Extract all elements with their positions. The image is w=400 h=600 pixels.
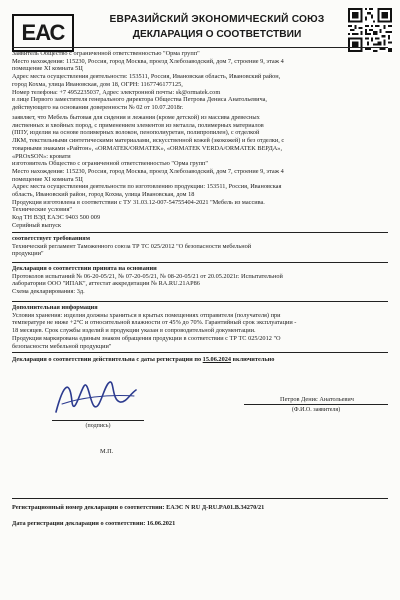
declares-line: помещение XI комната 5Ц bbox=[12, 175, 83, 183]
declares-line: Технические условия" bbox=[12, 206, 72, 214]
divider bbox=[12, 301, 388, 302]
divider bbox=[12, 498, 388, 499]
registration-number-line bbox=[12, 504, 388, 512]
additional-line: Продукция маркирована единым знаком обращения продукции в соответствии с ТР ТС 025/2012 "О bbox=[12, 334, 281, 342]
validity-date: 15.06.2024 bbox=[202, 356, 232, 363]
registration-number-label: Регистрационный номер декларации о соответствии: bbox=[12, 504, 167, 511]
qr-code-icon bbox=[348, 8, 392, 52]
applicant-line: Место нахождения: 115230, Россия, город Москва, проезд Хлебозаводский, дом 7, строение 9, этаж 4 bbox=[12, 57, 284, 65]
requirements-line: Технический регламент Таможенного союза ТР ТС 025/2012 "О безопасности мебельной bbox=[12, 242, 252, 250]
additional-line: температуре не ниже +2°С и относительной влажности от 45% до 70%. Гарантийный срок эксплуатации - bbox=[12, 319, 297, 327]
basis-line: Схема декларирования: 3д. bbox=[12, 288, 85, 296]
basis-line: лаборатории ООО "ИПАК", аттестат аккредитации № RA.RU.21AP86 bbox=[12, 280, 200, 288]
declares-line: заявляет, что Мебель бытовая для сидения и лежания (кроме детской) из массива древесных bbox=[12, 114, 260, 121]
declares-line: товарными знаками «Райтон», «ORMATEK/ORMATEK», «ORMATEK VERDA/ORMATEK ВЕРДА», bbox=[12, 144, 283, 152]
requirements-block bbox=[12, 235, 388, 258]
additional-line: 18 месяцев. Срок службы изделий и продукции указан в сопроводительной документации. bbox=[12, 327, 256, 335]
stamp-mark-label: М.П. bbox=[100, 448, 114, 455]
additional-line: безопасности мебельной продукции" bbox=[12, 342, 112, 350]
validity-line bbox=[12, 356, 388, 364]
applicant-line: Номер телефона: +7 4952235037, Адрес электронной почты: sk@ormatek.com bbox=[12, 88, 221, 96]
registration-date-label: Дата регистрации декларации о соответствии: bbox=[12, 520, 147, 527]
declares-line: лиственных и хвойных пород, с применением элементов из металла, полимерных материалов bbox=[12, 121, 264, 129]
declares-line: Код ТН ВЭД ЕАЭС 9403 500 009 bbox=[12, 214, 101, 222]
applicant-line: действующего на основании доверенности № 02 от 10.07.2018г. bbox=[12, 103, 184, 111]
validity-prefix: Декларация о соответствии действительна с даты регистрации по bbox=[12, 356, 203, 363]
header-title-line1: ЕВРАЗИЙСКИЙ ЭКОНОМИЧЕСКИЙ СОЮЗ bbox=[109, 14, 325, 25]
divider bbox=[12, 262, 388, 263]
requirements-line: продукции" bbox=[12, 250, 44, 258]
additional-block bbox=[12, 304, 388, 350]
declares-line: Серийный выпуск bbox=[12, 221, 62, 229]
validity-suffix: включительно bbox=[231, 356, 275, 363]
declares-block bbox=[12, 114, 388, 230]
divider bbox=[12, 232, 388, 233]
applicant-line: помещение XI комната 5Ц bbox=[12, 65, 83, 73]
requirements-heading: соответствует требованиям bbox=[12, 235, 90, 242]
signature-caption: (подпись) bbox=[85, 423, 111, 429]
declares-line: (ППУ, изделия на основе полимерных волокон, пенополиуретан, полипропилен), с отделкой bbox=[12, 129, 260, 137]
registration-date-line bbox=[12, 520, 388, 528]
declares-line: Место нахождения: 115230, Россия, город Москва, проезд Хлебозаводский, дом 7, строение 9, этаж 4 bbox=[12, 167, 284, 175]
divider bbox=[12, 352, 388, 353]
applicant-line: город Кохма, улица Ивановская, дом 18, ОГРН: 1167746177125, bbox=[12, 80, 183, 88]
header-title-line2: ДЕКЛАРАЦИЯ О СООТВЕТСТВИИ bbox=[132, 29, 302, 40]
applicant-block bbox=[12, 50, 388, 112]
basis-heading: Декларация о соответствии принята на основании bbox=[12, 265, 157, 272]
signature-line bbox=[52, 420, 144, 421]
additional-heading: Дополнительная информация bbox=[12, 304, 98, 311]
eac-logo-text: ЕАС bbox=[21, 20, 65, 45]
applicant-line: в лице Первого заместителя генерального директора Общества Петрова Дениса Анатольевича, bbox=[12, 96, 267, 104]
declares-line: область, Ивановский район, город Кохма, улица Ивановская, дом 18 bbox=[12, 191, 195, 199]
additional-line: Условия хранения: изделия должны храниться в крытых помещениях отправителя (получателя) при bbox=[12, 311, 281, 319]
basis-block bbox=[12, 265, 388, 296]
registration-date: 16.06.2021 bbox=[146, 520, 176, 527]
declares-line: Адрес места осуществления деятельности по изготовлению продукции: 153511, Россия, Ивановская bbox=[12, 183, 282, 191]
signature-icon bbox=[50, 372, 140, 420]
applicant-line: Заявитель Общество с ограниченной ответственностью "Орма групп" bbox=[12, 50, 200, 57]
declares-line: «PROxSON»: кровати bbox=[12, 152, 71, 160]
declares-line: ЛКМ, текстильными синтетическими материалами, искусственной кожей (экокожей) и без отделки, с bbox=[12, 137, 285, 145]
registration-number: ЕАЭС N RU Д-RU.PA01.B.34270/21 bbox=[166, 504, 265, 511]
signatory-name: Петров Денис Анатольевич bbox=[280, 396, 354, 403]
declares-line: изготовитель Общество с ограниченной ответственностью "Орма групп" bbox=[12, 160, 208, 168]
name-line bbox=[244, 404, 388, 405]
divider bbox=[12, 47, 388, 48]
basis-line: Протоколов испытаний № 06-20-05/21, № 07-20-05/21, № 08-20-05/21 от 20.05.2021г. Испытательной bbox=[12, 272, 283, 280]
applicant-line: Адрес места осуществления деятельности: 153511, Россия, Ивановская область, Ивановский район, bbox=[12, 73, 281, 81]
declares-line: Продукция изготовлена в соответствии с ТУ 31.03.12-007-54755404-2021 "Мебель из массива. bbox=[12, 198, 265, 206]
fio-caption: (Ф.И.О. заявителя) bbox=[291, 407, 341, 413]
